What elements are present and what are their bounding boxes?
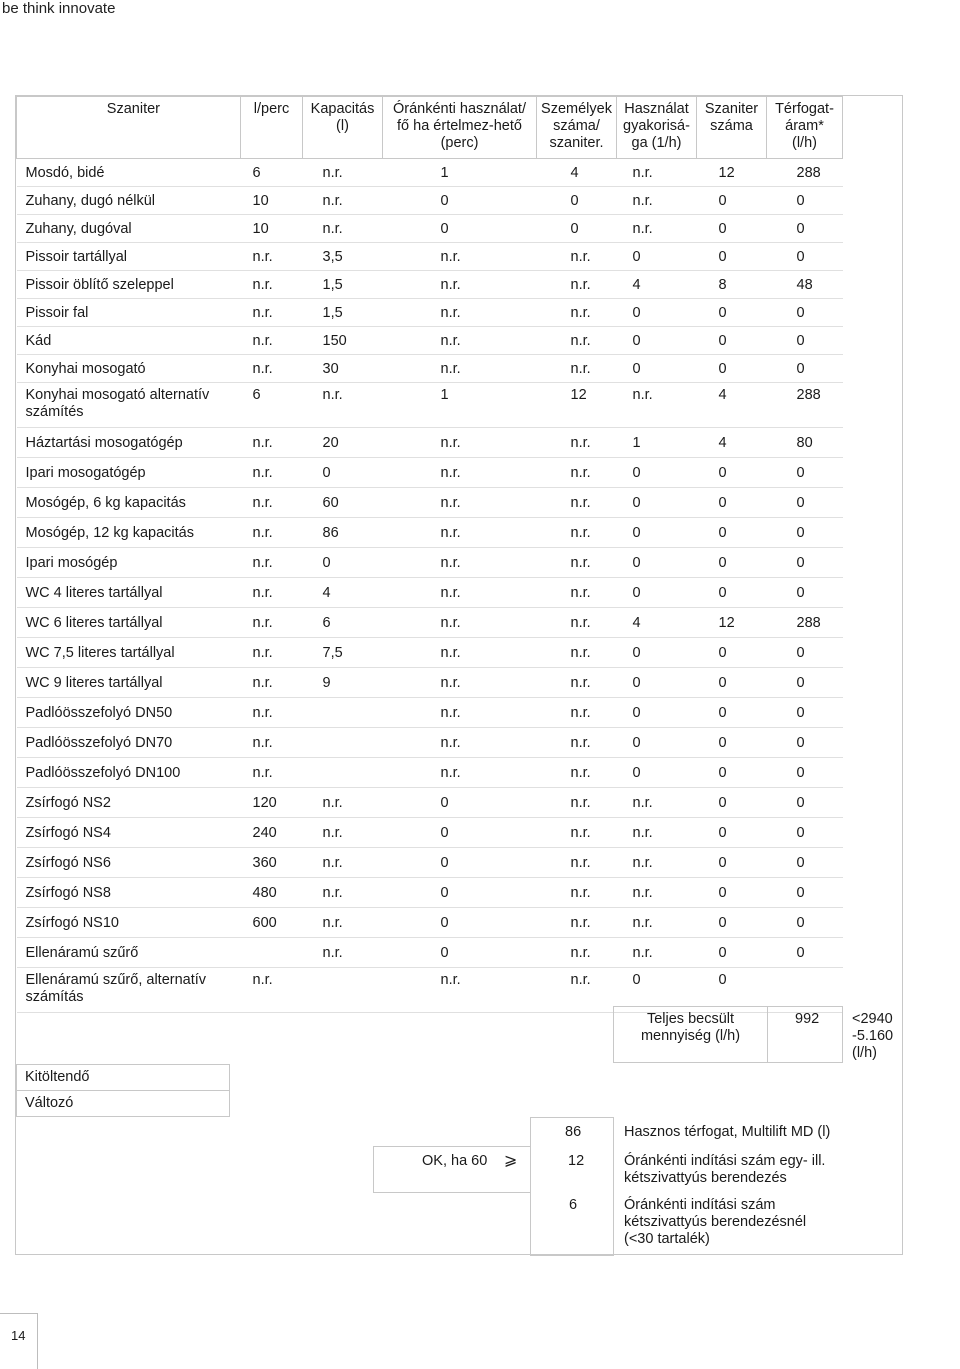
table-cell[interactable]: n.r. bbox=[241, 327, 303, 355]
table-cell[interactable]: n.r. bbox=[537, 938, 617, 968]
table-cell[interactable]: 9 bbox=[303, 668, 383, 698]
table-row bbox=[17, 299, 843, 327]
row-label: Padlóösszefolyó DN100 bbox=[17, 758, 241, 788]
table-cell[interactable] bbox=[241, 938, 303, 968]
table-cell[interactable]: 0 bbox=[303, 458, 383, 488]
table-cell[interactable]: 4 bbox=[617, 608, 697, 638]
table-cell[interactable]: 0 bbox=[617, 488, 697, 518]
table-header-row bbox=[17, 97, 843, 159]
table-cell[interactable]: n.r. bbox=[537, 299, 617, 327]
table-cell[interactable]: 0 bbox=[767, 758, 843, 788]
table-cell[interactable]: 1 bbox=[617, 428, 697, 458]
table-cell[interactable] bbox=[303, 758, 383, 788]
table-cell[interactable]: n.r. bbox=[303, 788, 383, 818]
row-label: WC 9 literes tartállyal bbox=[17, 668, 241, 698]
table-cell[interactable]: n.r. bbox=[241, 548, 303, 578]
volume-label: Hasznos térfogat, Multilift MD (l) bbox=[624, 1124, 831, 1140]
table-row bbox=[17, 187, 843, 215]
table-cell[interactable]: 4 bbox=[303, 578, 383, 608]
table-cell[interactable]: 0 bbox=[383, 938, 537, 968]
table-cell[interactable]: 0 bbox=[383, 788, 537, 818]
table-cell[interactable]: n.r. bbox=[617, 848, 697, 878]
row-label: WC 4 literes tartállyal bbox=[17, 578, 241, 608]
row-label: Pissoir öblítő szeleppel bbox=[17, 271, 241, 299]
table-cell[interactable]: n.r. bbox=[537, 271, 617, 299]
table-cell[interactable]: 0 bbox=[697, 968, 767, 1013]
table-cell[interactable]: n.r. bbox=[383, 578, 537, 608]
table-row bbox=[17, 938, 843, 968]
table-cell[interactable]: 0 bbox=[617, 668, 697, 698]
table-cell[interactable]: 0 bbox=[697, 187, 767, 215]
table-cell[interactable]: 6 bbox=[303, 608, 383, 638]
row-label: Ellenáramú szűrő bbox=[17, 938, 241, 968]
table-row bbox=[17, 548, 843, 578]
starts2-label: Óránkénti indítási szám kétszivattyús berendezésnél (<30 tartalék) bbox=[624, 1197, 807, 1247]
table-row bbox=[17, 488, 843, 518]
table-row bbox=[17, 608, 843, 638]
table-cell[interactable]: 0 bbox=[767, 638, 843, 668]
table-cell[interactable]: n.r. bbox=[241, 698, 303, 728]
table-cell[interactable]: 12 bbox=[697, 608, 767, 638]
table-cell[interactable]: 0 bbox=[697, 788, 767, 818]
table-cell[interactable]: n.r. bbox=[303, 383, 383, 428]
table-cell[interactable]: n.r. bbox=[537, 698, 617, 728]
table-cell[interactable]: n.r. bbox=[303, 848, 383, 878]
table-cell[interactable]: n.r. bbox=[537, 243, 617, 271]
table-cell[interactable]: n.r. bbox=[537, 668, 617, 698]
table-cell[interactable]: 12 bbox=[697, 159, 767, 187]
total-value: 992 bbox=[795, 1011, 820, 1027]
row-label: Zsírfogó NS4 bbox=[17, 818, 241, 848]
table-cell[interactable]: n.r. bbox=[537, 818, 617, 848]
table-cell[interactable]: 0 bbox=[767, 938, 843, 968]
table-cell[interactable]: 0 bbox=[767, 299, 843, 327]
table-cell[interactable]: n.r. bbox=[383, 698, 537, 728]
table-cell[interactable]: 0 bbox=[697, 548, 767, 578]
ok-symbol: ⩾ bbox=[504, 1152, 518, 1169]
table-cell[interactable]: n.r. bbox=[537, 458, 617, 488]
row-label: WC 7,5 literes tartállyal bbox=[17, 638, 241, 668]
brand-text: be think innovate bbox=[2, 0, 116, 17]
table-cell[interactable] bbox=[303, 698, 383, 728]
table-cell[interactable]: 240 bbox=[241, 818, 303, 848]
table-cell[interactable]: 0 bbox=[697, 518, 767, 548]
table-cell[interactable]: n.r. bbox=[537, 968, 617, 1013]
table-cell[interactable]: 48 bbox=[767, 271, 843, 299]
table-cell[interactable]: 0 bbox=[697, 215, 767, 243]
table-cell[interactable]: 10 bbox=[241, 215, 303, 243]
table-cell[interactable]: 1 bbox=[383, 383, 537, 428]
table-cell[interactable]: n.r. bbox=[241, 728, 303, 758]
table-cell[interactable]: n.r. bbox=[241, 488, 303, 518]
table-cell[interactable]: 0 bbox=[617, 638, 697, 668]
table-cell[interactable]: n.r. bbox=[383, 299, 537, 327]
table-row bbox=[17, 159, 843, 187]
table-cell[interactable]: n.r. bbox=[303, 159, 383, 187]
table-cell[interactable]: 0 bbox=[767, 355, 843, 383]
table-cell[interactable]: n.r. bbox=[537, 758, 617, 788]
table-cell[interactable]: 288 bbox=[767, 383, 843, 428]
table-cell[interactable]: n.r. bbox=[383, 638, 537, 668]
header-cell: Szaniter száma bbox=[697, 97, 767, 159]
ok-condition-text: OK, ha 60 bbox=[422, 1153, 488, 1169]
table-cell[interactable]: 0 bbox=[697, 758, 767, 788]
row-label: Konyhai mosogató bbox=[17, 355, 241, 383]
table-cell[interactable]: n.r. bbox=[241, 243, 303, 271]
table-row bbox=[17, 458, 843, 488]
row-label: WC 6 literes tartállyal bbox=[17, 608, 241, 638]
table-cell[interactable]: n.r. bbox=[383, 355, 537, 383]
table-cell[interactable]: 0 bbox=[767, 187, 843, 215]
table-row bbox=[17, 668, 843, 698]
table-cell[interactable]: n.r. bbox=[537, 548, 617, 578]
table-cell[interactable]: n.r. bbox=[241, 968, 303, 1013]
table-cell[interactable]: n.r. bbox=[383, 243, 537, 271]
table-row bbox=[17, 243, 843, 271]
table-cell[interactable]: n.r. bbox=[383, 271, 537, 299]
table-cell[interactable]: n.r. bbox=[537, 848, 617, 878]
row-label: Mosógép, 6 kg kapacitás bbox=[17, 488, 241, 518]
table-row bbox=[17, 788, 843, 818]
table-cell[interactable]: 0 bbox=[767, 878, 843, 908]
table-cell[interactable]: n.r. bbox=[383, 518, 537, 548]
table-cell[interactable]: n.r. bbox=[383, 327, 537, 355]
table-cell[interactable]: n.r. bbox=[241, 638, 303, 668]
table-cell[interactable]: n.r. bbox=[383, 608, 537, 638]
table-cell[interactable]: 0 bbox=[697, 668, 767, 698]
table-row bbox=[17, 638, 843, 668]
table-cell[interactable]: 0 bbox=[617, 578, 697, 608]
range-value: <2940 -5.160 (l/h) bbox=[852, 1011, 894, 1061]
table-cell[interactable]: n.r. bbox=[617, 878, 697, 908]
table-cell[interactable]: n.r. bbox=[241, 578, 303, 608]
table-cell[interactable]: n.r. bbox=[241, 608, 303, 638]
table-row bbox=[17, 818, 843, 848]
table-row bbox=[17, 327, 843, 355]
table-cell[interactable]: 0 bbox=[697, 818, 767, 848]
table-cell[interactable]: n.r. bbox=[617, 383, 697, 428]
table-cell[interactable]: n.r. bbox=[383, 548, 537, 578]
table-cell[interactable]: n.r. bbox=[617, 788, 697, 818]
table-row bbox=[17, 908, 843, 938]
table-cell[interactable]: n.r. bbox=[537, 638, 617, 668]
table-cell[interactable]: 0 bbox=[767, 668, 843, 698]
table-cell[interactable]: 0 bbox=[767, 848, 843, 878]
table-cell[interactable]: n.r. bbox=[383, 968, 537, 1013]
table-cell[interactable]: 0 bbox=[697, 878, 767, 908]
table-cell[interactable]: n.r. bbox=[617, 187, 697, 215]
table-cell[interactable]: 3,5 bbox=[303, 243, 383, 271]
table-cell[interactable]: 0 bbox=[767, 908, 843, 938]
table-cell[interactable]: 0 bbox=[767, 578, 843, 608]
table-cell[interactable]: 0 bbox=[767, 327, 843, 355]
table-cell[interactable]: n.r. bbox=[303, 818, 383, 848]
sanitary-table bbox=[16, 96, 843, 1013]
header-cell: l/perc bbox=[241, 97, 303, 159]
table-cell[interactable]: 0 bbox=[767, 728, 843, 758]
row-label: Pissoir tartállyal bbox=[17, 243, 241, 271]
table-cell[interactable]: n.r. bbox=[617, 215, 697, 243]
table-cell[interactable]: 288 bbox=[767, 159, 843, 187]
table-cell[interactable]: 0 bbox=[767, 698, 843, 728]
table-cell[interactable]: 1 bbox=[383, 159, 537, 187]
table-cell[interactable]: 0 bbox=[617, 299, 697, 327]
starts-value: 12 bbox=[568, 1153, 585, 1169]
table-cell[interactable]: 0 bbox=[697, 578, 767, 608]
row-label: Zsírfogó NS10 bbox=[17, 908, 241, 938]
table-cell[interactable]: 120 bbox=[241, 788, 303, 818]
table-cell[interactable]: 0 bbox=[697, 698, 767, 728]
row-label: Mosógép, 12 kg kapacitás bbox=[17, 518, 241, 548]
row-label: Zsírfogó NS2 bbox=[17, 788, 241, 818]
table-cell[interactable]: n.r. bbox=[383, 488, 537, 518]
table-cell[interactable]: 0 bbox=[617, 968, 697, 1013]
table-cell[interactable]: n.r. bbox=[241, 428, 303, 458]
table-cell[interactable]: 1,5 bbox=[303, 271, 383, 299]
table-cell[interactable]: n.r. bbox=[383, 458, 537, 488]
table-cell[interactable]: 0 bbox=[617, 548, 697, 578]
table-cell[interactable]: 0 bbox=[767, 458, 843, 488]
table-row bbox=[17, 758, 843, 788]
table-cell[interactable]: 0 bbox=[617, 243, 697, 271]
table-cell[interactable]: 0 bbox=[767, 548, 843, 578]
page-number: 14 bbox=[11, 1328, 26, 1343]
table-row bbox=[17, 428, 843, 458]
row-label: Zuhany, dugó nélkül bbox=[17, 187, 241, 215]
table-cell[interactable]: 0 bbox=[383, 878, 537, 908]
table-cell[interactable]: n.r. bbox=[617, 908, 697, 938]
header-cell: Kapacitás (l) bbox=[303, 97, 383, 159]
table-cell[interactable]: 360 bbox=[241, 848, 303, 878]
table-cell[interactable]: 0 bbox=[697, 638, 767, 668]
row-label: Konyhai mosogató alternatív számítés bbox=[17, 383, 241, 428]
table-cell[interactable]: n.r. bbox=[537, 327, 617, 355]
table-cell[interactable]: n.r. bbox=[303, 215, 383, 243]
table-cell[interactable]: 0 bbox=[767, 818, 843, 848]
table-cell[interactable]: 1,5 bbox=[303, 299, 383, 327]
table-cell[interactable]: n.r. bbox=[303, 878, 383, 908]
table-cell[interactable] bbox=[303, 968, 383, 1013]
table-cell[interactable]: n.r. bbox=[537, 788, 617, 818]
table-cell[interactable]: 0 bbox=[383, 215, 537, 243]
table-cell[interactable]: 0 bbox=[697, 355, 767, 383]
table-cell[interactable]: 0 bbox=[767, 215, 843, 243]
table-row bbox=[17, 878, 843, 908]
table-cell[interactable]: 0 bbox=[537, 187, 617, 215]
legend-variable-label: Változó bbox=[25, 1095, 74, 1111]
table-cell[interactable]: 0 bbox=[383, 908, 537, 938]
row-label: Pissoir fal bbox=[17, 299, 241, 327]
page-number-box bbox=[0, 1313, 38, 1369]
table-cell[interactable]: 0 bbox=[537, 215, 617, 243]
table-cell[interactable]: 0 bbox=[383, 187, 537, 215]
row-label: Padlóösszefolyó DN70 bbox=[17, 728, 241, 758]
table-cell[interactable]: 0 bbox=[767, 243, 843, 271]
header-cell: Szaniter bbox=[17, 97, 241, 159]
header-cell: Használat gyakorisá-ga (1/h) bbox=[617, 97, 697, 159]
table-cell[interactable]: 4 bbox=[697, 428, 767, 458]
row-label: Mosdó, bidé bbox=[17, 159, 241, 187]
table-row bbox=[17, 848, 843, 878]
table-cell[interactable]: 8 bbox=[697, 271, 767, 299]
table-cell[interactable]: n.r. bbox=[241, 355, 303, 383]
table-cell[interactable]: n.r. bbox=[537, 578, 617, 608]
table-row bbox=[17, 578, 843, 608]
table-cell[interactable] bbox=[303, 728, 383, 758]
table-cell[interactable]: n.r. bbox=[537, 355, 617, 383]
row-label: Zsírfogó NS6 bbox=[17, 848, 241, 878]
row-label: Ipari mosogatógép bbox=[17, 458, 241, 488]
table-cell[interactable]: 0 bbox=[617, 758, 697, 788]
row-label: Ellenáramú szűrő, alternatív számítás bbox=[17, 968, 241, 1013]
table-cell[interactable]: 0 bbox=[617, 355, 697, 383]
table-cell[interactable]: 6 bbox=[241, 383, 303, 428]
table-cell[interactable]: n.r. bbox=[383, 728, 537, 758]
table-cell[interactable]: 4 bbox=[697, 383, 767, 428]
table-cell[interactable]: 4 bbox=[537, 159, 617, 187]
table-cell[interactable]: 150 bbox=[303, 327, 383, 355]
table-cell[interactable]: 0 bbox=[617, 518, 697, 548]
table-cell[interactable]: 0 bbox=[767, 488, 843, 518]
table-cell[interactable]: n.r. bbox=[537, 428, 617, 458]
table-cell[interactable]: 7,5 bbox=[303, 638, 383, 668]
table-cell[interactable]: n.r. bbox=[303, 938, 383, 968]
table-cell[interactable]: 0 bbox=[383, 818, 537, 848]
table-cell[interactable]: n.r. bbox=[241, 668, 303, 698]
header-cell: Térfogat-áram* (l/h) bbox=[767, 97, 843, 159]
table-cell[interactable]: n.r. bbox=[383, 428, 537, 458]
table-cell[interactable]: 86 bbox=[303, 518, 383, 548]
table-cell[interactable]: 0 bbox=[697, 299, 767, 327]
table-cell[interactable]: 0 bbox=[767, 518, 843, 548]
starts2-value: 6 bbox=[569, 1197, 578, 1213]
table-cell[interactable]: n.r. bbox=[241, 458, 303, 488]
table-cell[interactable]: 0 bbox=[617, 327, 697, 355]
table-cell[interactable]: 0 bbox=[767, 788, 843, 818]
table-cell[interactable]: 60 bbox=[303, 488, 383, 518]
table-cell[interactable]: n.r. bbox=[383, 758, 537, 788]
table-cell[interactable]: n.r. bbox=[537, 728, 617, 758]
table-cell[interactable]: 0 bbox=[697, 908, 767, 938]
table-cell[interactable]: 80 bbox=[767, 428, 843, 458]
table-cell[interactable]: 0 bbox=[697, 938, 767, 968]
table-cell[interactable]: n.r. bbox=[537, 488, 617, 518]
table-row bbox=[17, 518, 843, 548]
table-cell[interactable]: 12 bbox=[537, 383, 617, 428]
table-cell[interactable]: 0 bbox=[697, 488, 767, 518]
table-cell[interactable]: 10 bbox=[241, 187, 303, 215]
table-cell[interactable]: 4 bbox=[617, 271, 697, 299]
header-cell: Személyek száma/ szaniter. bbox=[537, 97, 617, 159]
table-cell[interactable]: n.r. bbox=[241, 299, 303, 327]
table-cell[interactable]: n.r. bbox=[241, 758, 303, 788]
table-cell[interactable]: n.r. bbox=[537, 608, 617, 638]
row-label: Zsírfogó NS8 bbox=[17, 878, 241, 908]
table-cell[interactable]: 0 bbox=[617, 698, 697, 728]
table-cell[interactable]: n.r. bbox=[383, 668, 537, 698]
row-label: Ipari mosógép bbox=[17, 548, 241, 578]
table-cell[interactable]: n.r. bbox=[303, 187, 383, 215]
table-cell[interactable]: n.r. bbox=[537, 908, 617, 938]
table-cell[interactable]: n.r. bbox=[303, 908, 383, 938]
row-label: Zuhany, dugóval bbox=[17, 215, 241, 243]
table-cell[interactable]: n.r. bbox=[241, 518, 303, 548]
table-cell[interactable]: 0 bbox=[697, 728, 767, 758]
legend-fill-label: Kitöltendő bbox=[25, 1069, 90, 1085]
table-cell[interactable]: n.r. bbox=[617, 159, 697, 187]
table-row bbox=[17, 383, 843, 428]
table-cell[interactable]: 0 bbox=[383, 848, 537, 878]
table-cell[interactable]: 0 bbox=[303, 548, 383, 578]
table-cell[interactable]: 6 bbox=[241, 159, 303, 187]
table-cell[interactable]: 0 bbox=[697, 243, 767, 271]
table-cell[interactable]: n.r. bbox=[617, 938, 697, 968]
table-row bbox=[17, 355, 843, 383]
table-cell[interactable]: n.r. bbox=[617, 818, 697, 848]
table-row bbox=[17, 215, 843, 243]
header-cell: Óránkénti használat/ fő ha értelmez-hető (perc) bbox=[383, 97, 537, 159]
row-label: Kád bbox=[17, 327, 241, 355]
table-cell[interactable]: 480 bbox=[241, 878, 303, 908]
table-cell[interactable]: 0 bbox=[617, 728, 697, 758]
starts-label: Óránkénti indítási szám egy- ill. kétszivattyús berendezés bbox=[624, 1153, 826, 1186]
table-cell[interactable]: n.r. bbox=[241, 271, 303, 299]
row-label: Padlóösszefolyó DN50 bbox=[17, 698, 241, 728]
table-cell[interactable]: 288 bbox=[767, 608, 843, 638]
table-cell[interactable]: 30 bbox=[303, 355, 383, 383]
table-cell[interactable]: 0 bbox=[697, 848, 767, 878]
table-cell[interactable]: 600 bbox=[241, 908, 303, 938]
table-cell[interactable]: 0 bbox=[697, 458, 767, 488]
total-label: Teljes becsült mennyiség (l/h) bbox=[640, 1011, 741, 1044]
table-cell[interactable]: 20 bbox=[303, 428, 383, 458]
table-cell[interactable]: n.r. bbox=[537, 878, 617, 908]
table-cell[interactable]: n.r. bbox=[537, 518, 617, 548]
table-cell[interactable]: 0 bbox=[697, 327, 767, 355]
table-row bbox=[17, 698, 843, 728]
row-label: Háztartási mosogatógép bbox=[17, 428, 241, 458]
table-row bbox=[17, 728, 843, 758]
table-row bbox=[17, 271, 843, 299]
table-cell[interactable]: 0 bbox=[617, 458, 697, 488]
volume-value: 86 bbox=[565, 1124, 582, 1140]
